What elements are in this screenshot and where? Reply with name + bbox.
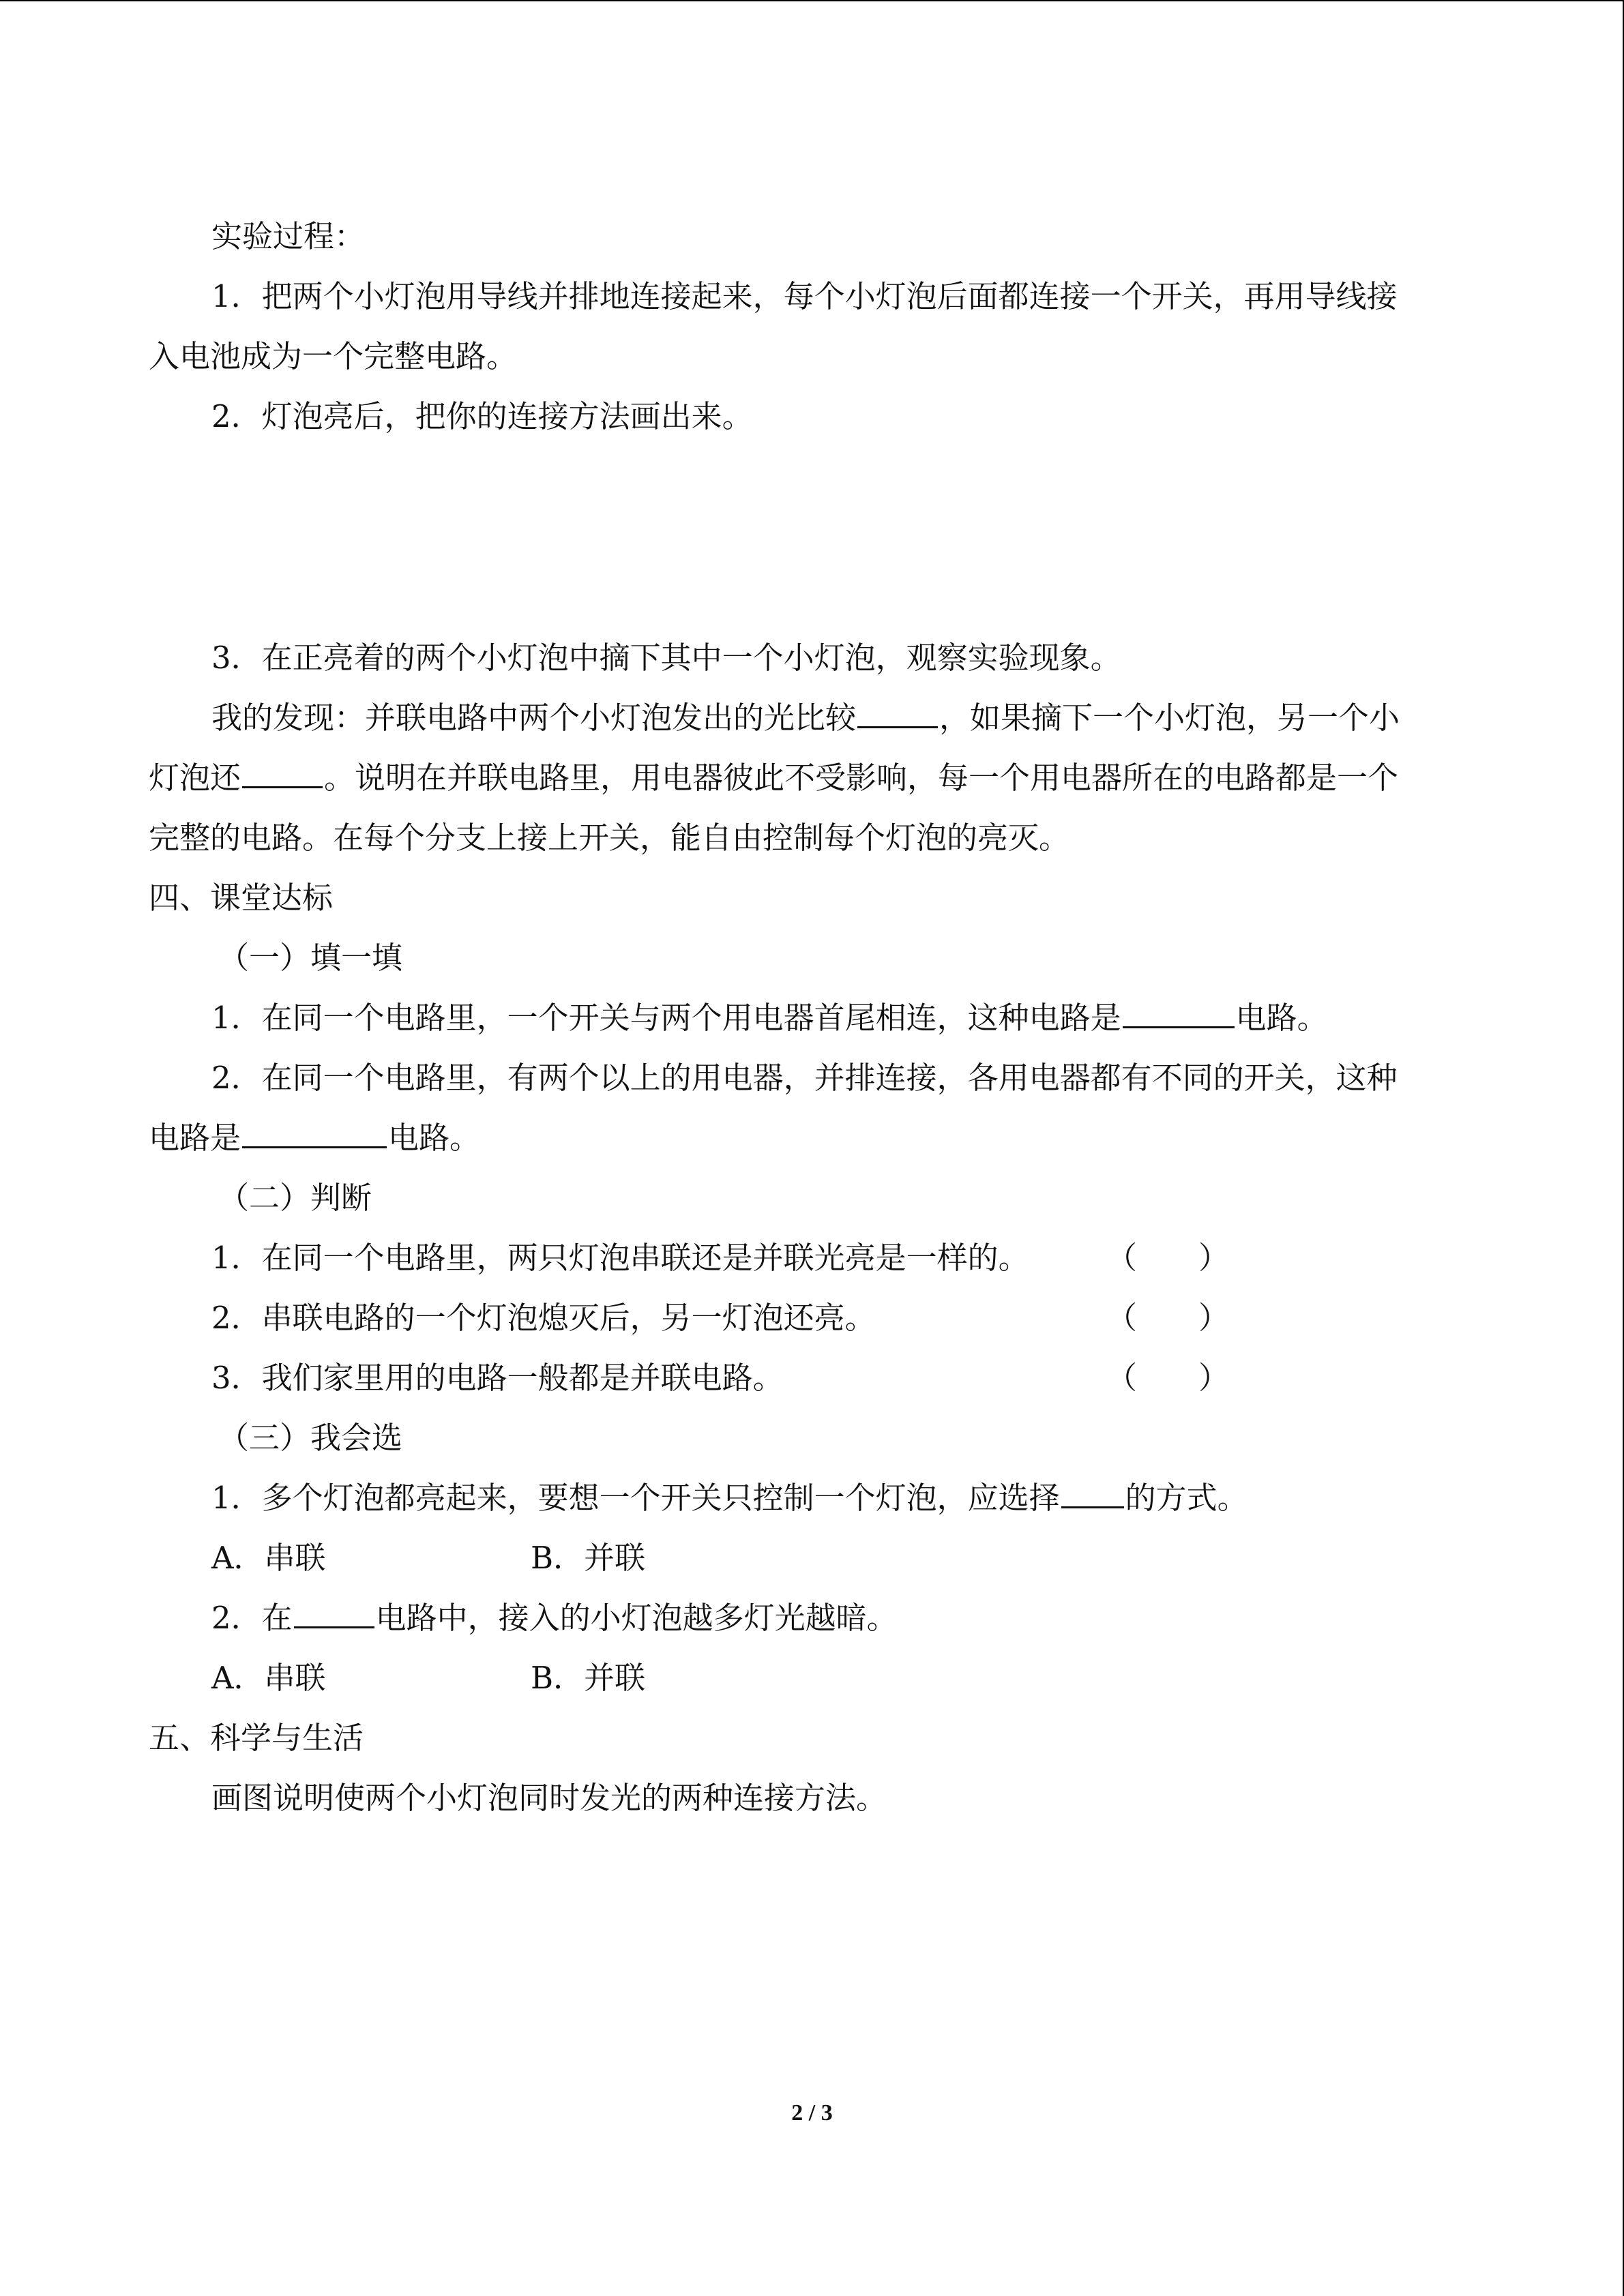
choose-title: （三）我会选	[218, 1420, 403, 1456]
step-3: 3．在正亮着的两个小灯泡中摘下其中一个小灯泡，观察实验现象。	[211, 640, 1121, 676]
finding-text-4: 。说明在并联电路里，用电器彼此不受影响，每一个用电器所在的电路都是一个	[324, 760, 1399, 796]
finding-line-2	[149, 758, 1398, 799]
choose-question-2	[211, 1598, 898, 1639]
section-4-title: 四、课堂达标	[149, 880, 334, 916]
answer-blank[interactable]	[294, 1598, 374, 1628]
judge-item-1: 1．在同一个电路里，两只灯泡串联还是并联光亮是一样的。	[211, 1240, 1029, 1276]
answer-blank[interactable]	[857, 698, 938, 728]
finding-line-1	[211, 698, 1400, 739]
answer-blank[interactable]	[242, 758, 323, 788]
choose-q2-prefix: 2．在	[211, 1600, 293, 1636]
drawing-area	[149, 1836, 1472, 2068]
judge-item-3: 3．我们家里用的电路一般都是并联电路。	[211, 1360, 784, 1396]
process-heading: 实验过程：	[211, 218, 366, 254]
section-5-title: 五、科学与生活	[149, 1720, 364, 1756]
choose-q1-option-a[interactable]: A．串联	[211, 1540, 326, 1576]
choose-q2-option-a[interactable]: A．串联	[211, 1660, 326, 1696]
choose-q1-suffix: 的方式。	[1125, 1480, 1248, 1516]
answer-blank[interactable]	[242, 1118, 387, 1148]
finding-text-1: 我的发现：并联电路中两个小灯泡发出的光比较	[211, 700, 857, 736]
judge-item-2: 2．串联电路的一个灯泡熄灭后，另一灯泡还亮。	[211, 1300, 876, 1336]
finding-text-2: ，如果摘下一个小灯泡，另一个小	[939, 700, 1400, 736]
finding-text-3: 灯泡还	[149, 760, 241, 796]
fill-q1-text: 1．在同一个电路里，一个开关与两个用电器首尾相连，这种电路是	[211, 1000, 1121, 1036]
choose-q2-text: 电路中，接入的小灯泡越多灯光越暗。	[375, 1600, 898, 1636]
fill-question-2-line-1: 2．在同一个电路里，有两个以上的用电器，并排连接，各用电器都有不同的开关，这种	[211, 1060, 1398, 1096]
step-2: 2．灯泡亮后，把你的连接方法画出来。	[211, 398, 753, 434]
step-1-line-1: 1．把两个小灯泡用导线并排地连接起来，每个小灯泡后面都连接一个开关，再用导线接	[211, 278, 1398, 314]
answer-blank[interactable]	[1123, 998, 1235, 1028]
choose-q1-text: 1．多个灯泡都亮起来，要想一个开关只控制一个灯泡，应选择	[211, 1480, 1060, 1516]
choose-q1-option-b[interactable]: B．并联	[531, 1540, 646, 1576]
page-number: 2 / 3	[791, 2100, 833, 2126]
choose-q2-option-b[interactable]: B．并联	[531, 1660, 646, 1696]
drawing-area	[149, 451, 1472, 622]
fill-q2-suffix: 电路。	[388, 1120, 481, 1156]
finding-line-3: 完整的电路。在每个分支上接上开关，能自由控制每个灯泡的亮灭。	[149, 820, 1070, 856]
fill-q2-prefix: 电路是	[149, 1120, 241, 1156]
section-5-task: 画图说明使两个小灯泡同时发光的两种连接方法。	[211, 1780, 887, 1816]
judge-title: （二）判断	[218, 1180, 372, 1216]
judge-bracket-2[interactable]: （ ）	[1106, 1300, 1230, 1336]
answer-blank[interactable]	[1061, 1478, 1124, 1508]
judge-bracket-1[interactable]: （ ）	[1106, 1240, 1230, 1276]
choose-question-1	[211, 1478, 1248, 1519]
step-1-line-2: 入电池成为一个完整电路。	[149, 338, 518, 374]
fill-title: （一）填一填	[218, 940, 403, 976]
fill-question-1	[211, 998, 1328, 1039]
judge-bracket-3[interactable]: （ ）	[1106, 1360, 1230, 1396]
fill-q1-suffix: 电路。	[1235, 1000, 1328, 1036]
fill-question-2-line-2	[149, 1118, 480, 1159]
